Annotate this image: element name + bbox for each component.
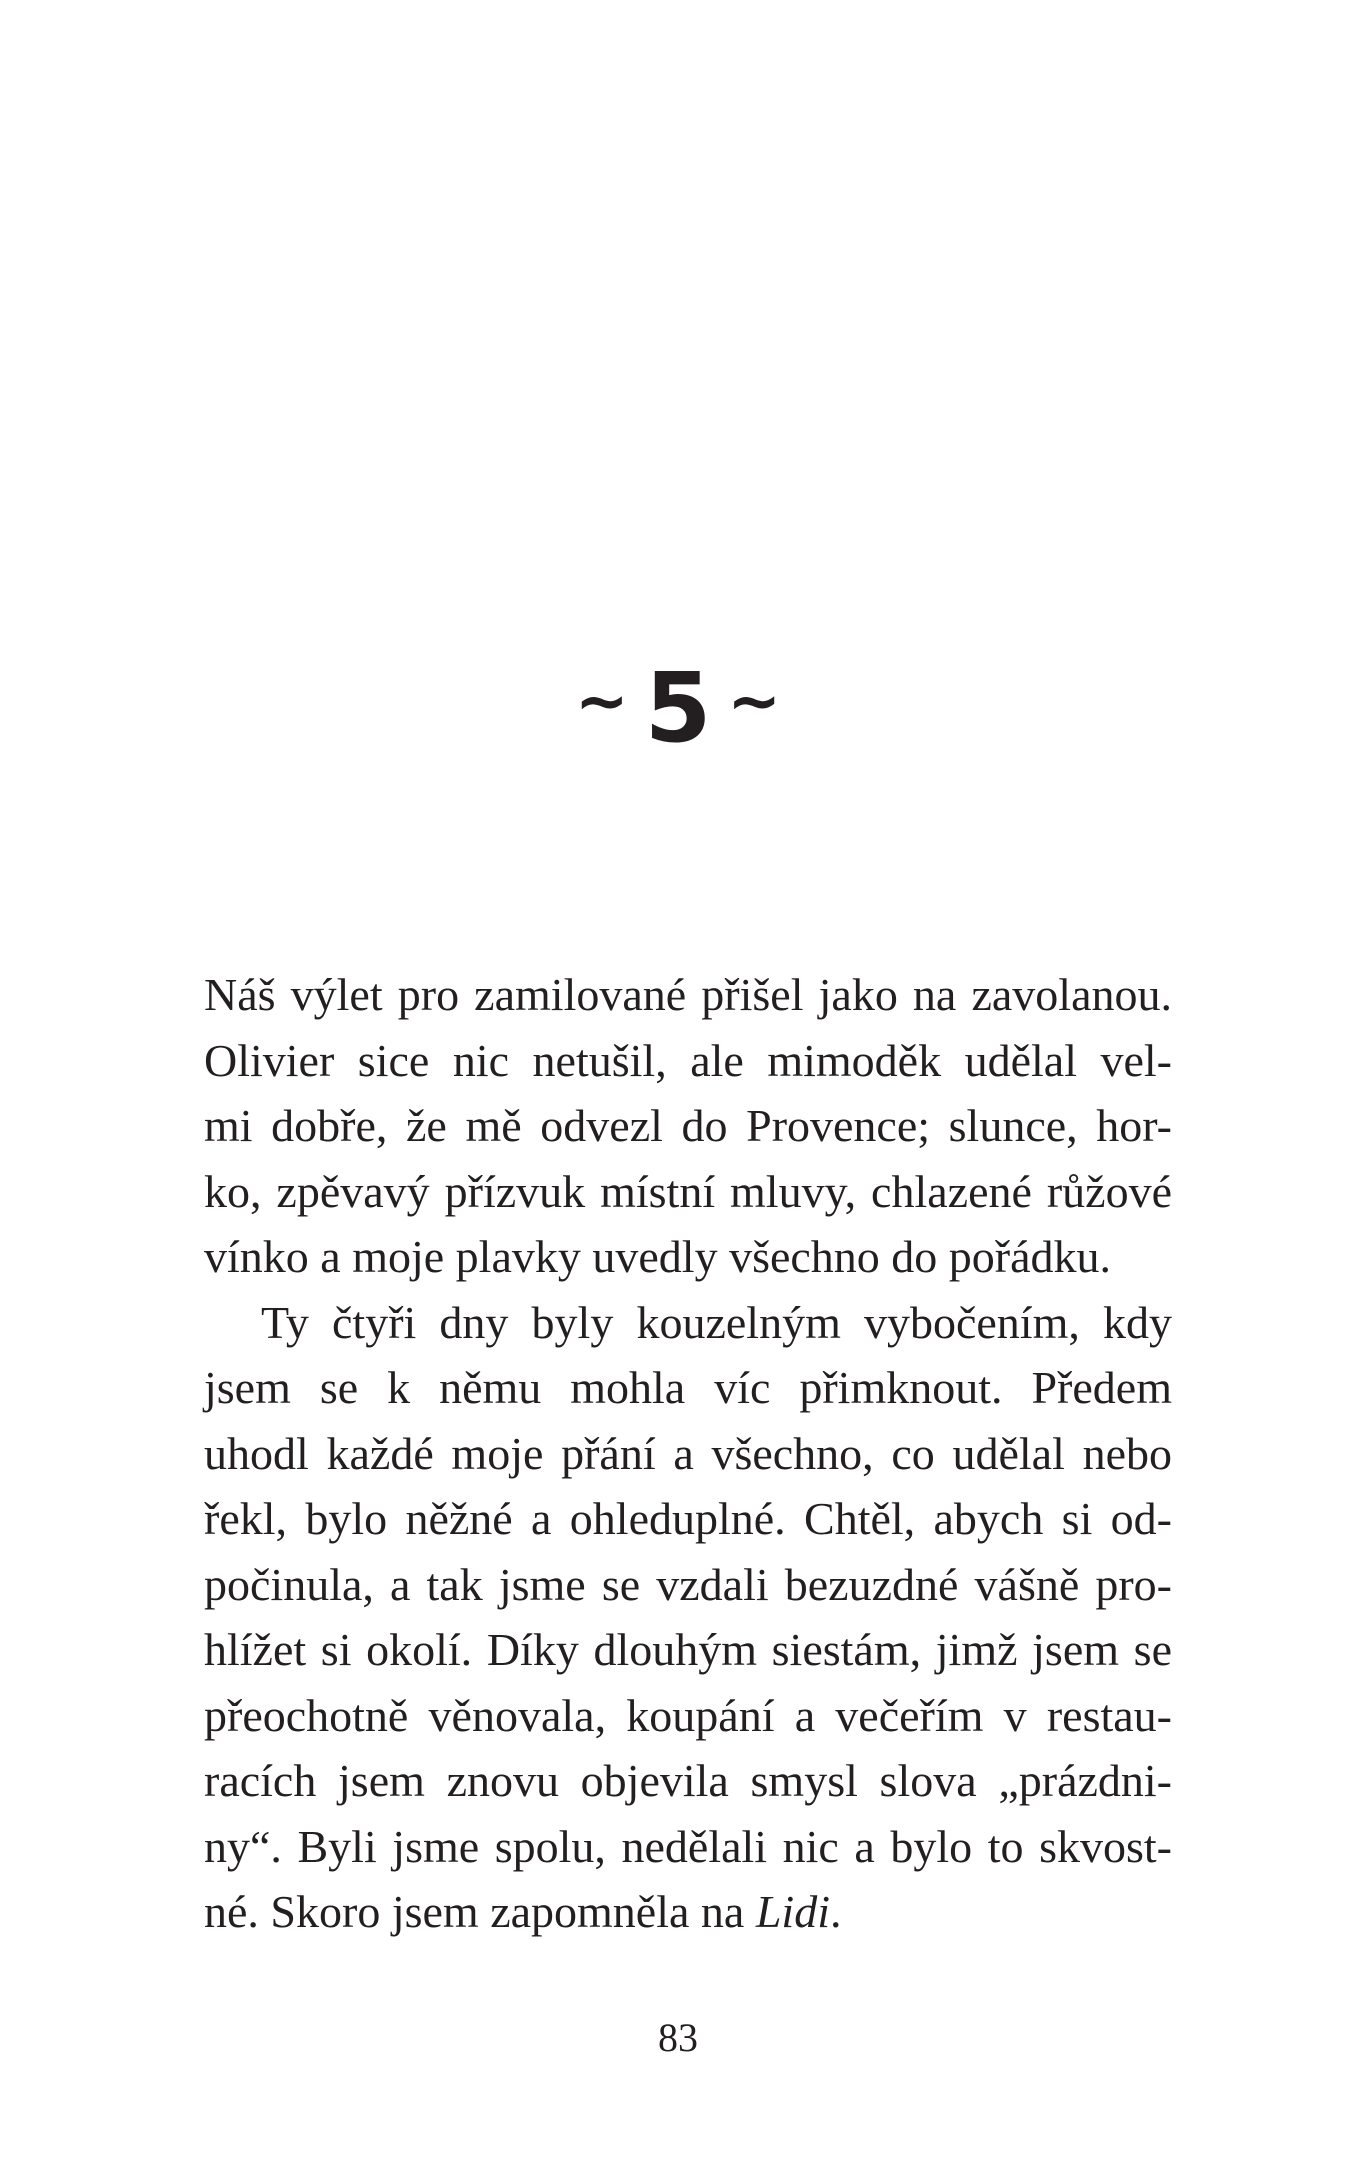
paragraph-last-line bbox=[204, 1879, 1172, 1945]
paragraph-line: ko, zpěvavý přízvuk místní mluvy, chlazené růžové bbox=[204, 1165, 1172, 1217]
paragraph-line: Olivier sice nic netušil, ale mimoděk udělal vel- bbox=[204, 1034, 1172, 1086]
last-line-text: né. Skoro jsem zapomněla na bbox=[204, 1886, 756, 1937]
paragraph-line: uhodl každé moje přání a všechno, co udělal nebo bbox=[204, 1427, 1172, 1479]
paragraph-line: počinula, a tak jsme se vzdali bezuzdné vášně pro- bbox=[204, 1558, 1172, 1610]
paragraph-line: hlížet si okolí. Díky dlouhým siestám, jimž jsem se bbox=[204, 1624, 1172, 1675]
paragraph-line: jsem se k němu mohla víc přimknout. Předem bbox=[204, 1362, 1172, 1413]
chapter-body-text bbox=[204, 962, 1172, 1945]
paragraph-line: řekl, bylo něžné a ohleduplné. Chtěl, abych si od- bbox=[204, 1493, 1172, 1544]
paragraph-line: Náš výlet pro zamilované přišel jako na zavolanou. bbox=[204, 969, 1172, 1020]
paragraph-line: Ty čtyři dny byly kouzelným vybočením, kdy bbox=[261, 1296, 1172, 1348]
page-number: 83 bbox=[658, 2015, 698, 2060]
chapter-number: 5 bbox=[644, 652, 712, 764]
paragraph-line: přeochotně věnovala, koupání a večeřím v restau- bbox=[204, 1689, 1172, 1741]
last-line-period: . bbox=[830, 1886, 842, 1937]
paragraph-line: mi dobře, že mě odvezl do Provence; slunce, hor- bbox=[204, 1100, 1172, 1151]
paragraph-line: vínko a moje plavky uvedly všechno do pořádku. bbox=[204, 1231, 1112, 1282]
chapter-tilde-right: ~ bbox=[727, 665, 782, 739]
book-title-emphasis: Lidi bbox=[755, 1886, 830, 1937]
paragraph-line: ny“. Byli jsme spolu, nedělali nic a bylo to skvost- bbox=[204, 1820, 1172, 1872]
paragraph-line: racích jsem znovu objevila smysl slova „prázdni- bbox=[204, 1755, 1172, 1806]
chapter-tilde-left: ~ bbox=[574, 665, 629, 739]
chapter-heading bbox=[0, 652, 1356, 764]
